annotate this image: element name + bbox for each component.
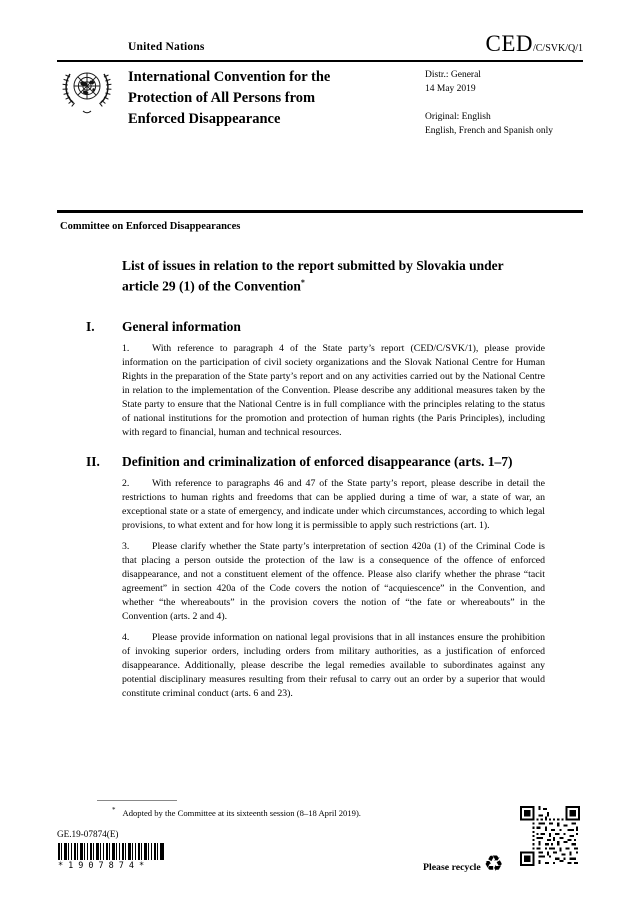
section-heading-2 xyxy=(57,453,583,470)
footnote xyxy=(112,806,361,818)
paragraph-number: 2. xyxy=(122,477,130,489)
section-rule xyxy=(57,210,583,213)
section-heading-text: General information xyxy=(122,318,241,334)
committee-name: Committee on Enforced Disappearances xyxy=(60,221,241,232)
document-symbol xyxy=(485,31,583,57)
paragraph-1 xyxy=(122,342,545,440)
un-emblem-icon xyxy=(59,66,115,116)
footnote-text: Adopted by the Committee at its sixteenth session (8–18 April 2019). xyxy=(122,807,361,818)
barcode xyxy=(58,843,164,860)
qr-code-icon xyxy=(520,806,580,866)
document-body xyxy=(57,217,583,701)
document-title xyxy=(122,257,524,295)
paragraph-number: 3. xyxy=(122,540,130,552)
paragraph-3 xyxy=(122,540,545,624)
title-footnote-marker: * xyxy=(300,278,305,287)
section-numeral: II. xyxy=(86,453,100,469)
convention-title: International Convention for the Protection of All Persons from Enforced Disappearance xyxy=(128,69,331,127)
document-symbol-suffix: /C/SVK/Q/1 xyxy=(532,43,583,54)
un-org-label: United Nations xyxy=(128,41,205,53)
paragraph-text: With reference to paragraph 4 of the State party’s report (CED/C/SVK/1), please provide information on the participation of civil society organizations and the Slovak National Centre for Human Rights in the preparation of the State party’s report and on any activities carried out by the National Centre in relation to the implementation of the Convention. Please describe any additional measures taken by the State party to ensure that the National Centre is in full compliance with the principles relating to the status of national institutions for the promotion and protection of human rights (the Paris Principles), including with regard to financial, human and technical resources. xyxy=(122,342,545,438)
original-language-line: Original: English xyxy=(425,112,491,122)
date-line: 14 May 2019 xyxy=(425,83,476,94)
paragraph-text: Please clarify whether the State party’s interpretation of section 420a (1) of the Criminal Code is that placing a person outside the protection of the law is a consequence of the offence of enforced disappearance, and not a constituent element of the offence. Please also clarify whether the phrase “tacit agreement” in section 420a of the Code covers the notion of “acquiescence” in the Convention, and whether “the whereabouts” in the provision covers the notion of “the fate or whereabouts” in the Convention (arts. 2 and 4). xyxy=(122,540,545,622)
header-rule xyxy=(57,60,583,62)
document-symbol-main: CED xyxy=(485,31,533,56)
paragraph-text: Please provide information on national legal provisions that in all instances ensure the prohibition of invoking superior orders, including orders from military authorities, as a justification of enforced disappearance. Additionally, please describe the legal remedies available to subordinates against any potential disciplinary measures resulting from their refusal to carry out an order by a superior that would constitute criminal conduct (arts. 6 and 23). xyxy=(122,631,545,699)
recycle-label: Please recycle xyxy=(423,862,481,873)
spacer xyxy=(425,96,553,111)
ge-document-number: GE.19-07874(E) xyxy=(57,829,119,839)
paragraph-2 xyxy=(122,477,545,533)
distribution-block xyxy=(425,69,553,138)
document-title-text: List of issues in relation to the report submitted by Slovakia under article 29 (1) of the Convention xyxy=(122,258,504,294)
paragraph-text: With reference to paragraphs 46 and 47 of the State party’s report, please describe in detail the restrictions to human rights and freedoms that can be applied during a time of war, a state of war, an exceptional state or a state of emergency, and indicate under which circumstances, according to which legal provisions, to what extent and for how long it is permissible to apply such restrictions (art. 1). xyxy=(122,477,545,531)
section-heading-text: Definition and criminalization of enforced disappearance (arts. 1–7) xyxy=(122,453,513,469)
paragraph-number: 1. xyxy=(122,342,130,354)
paragraph-4 xyxy=(122,631,545,701)
recycle-icon: ♻ xyxy=(483,852,504,877)
paragraph-number: 4. xyxy=(122,631,130,643)
section-numeral: I. xyxy=(86,318,95,334)
section-heading-1 xyxy=(57,318,583,335)
barcode-digits: *1907874* xyxy=(58,861,150,871)
footnote-rule xyxy=(97,800,177,801)
distr-line: Distr.: General xyxy=(425,70,481,80)
recycle-notice xyxy=(423,852,504,880)
languages-line: English, French and Spanish only xyxy=(425,125,553,136)
footnote-marker: * xyxy=(112,806,116,814)
